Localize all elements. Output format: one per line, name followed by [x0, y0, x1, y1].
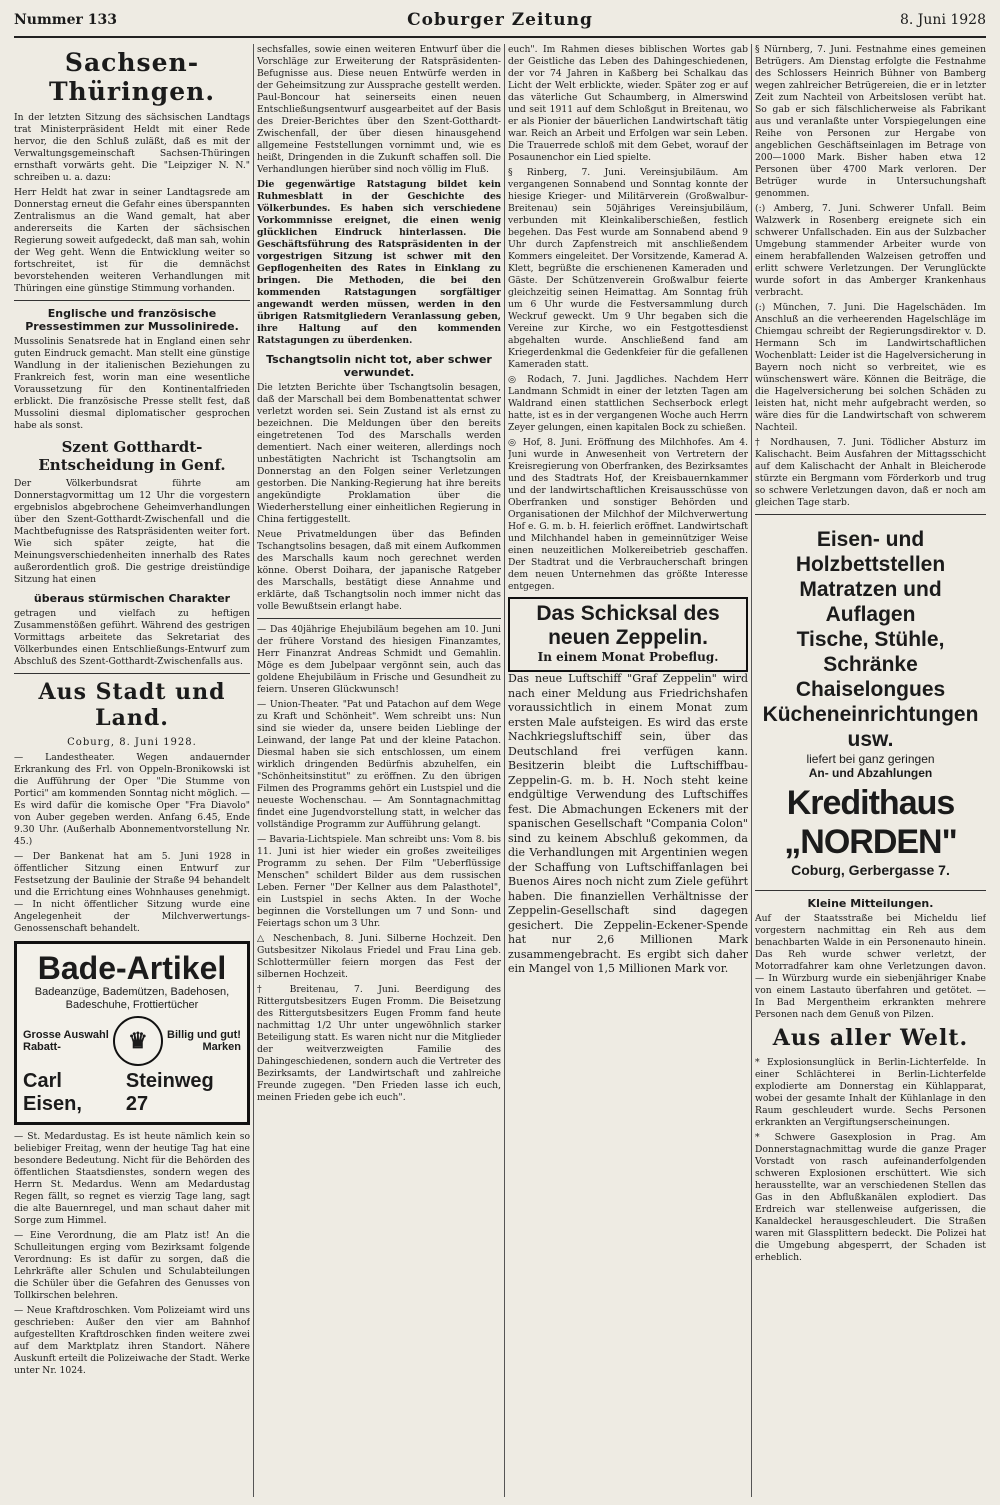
article-paragraph: † Breitenau, 7. Juni. Beerdigung des Rittergutsbesitzers Eugen Fromm. Die Beisetzung des Rittergutsbesitzers Eugen Fromm fand heute nachmittag 1/2 Uhr unter ungewöhnlich starker Beteiligung statt. Es waren nicht nur die Mitglieder der weitverzweigten Familie des Dahingeschiedenen, sondern auch die Vertreter des Bezirksamts, der Landwirtschaft und zahlreiche Freunde zugegen. "Den Frieden lasse ich euch, meinen Frieden gebe ich euch". — [257, 984, 501, 1103]
section-title-kleine-mitteilungen: Kleine Mitteilungen. — [807, 897, 934, 910]
ad-address: Coburg, Gerbergasse 7. — [791, 862, 950, 878]
headline-tschangtsolin: Tschangtsolin nicht tot, aber schwer verwundet. — [266, 353, 492, 379]
article-paragraph: ◎ Hof, 8. Juni. Eröffnung des Milchhofes. Am 4. Juni wurde in Anwesenheit von Vertretern der Kreisregierung von Oberfranken, des Bezirksamtes und des Stadtrats Hof, der Kreisbauernkammer und der landwirtschaftlichen Kreisausschüsse von Oberfranken und sonstiger Behörden und Organisationen der Milchhof der Milchverwertung Hof e. G. m. b. H. feierlich eröffnet. Landwirtschaft und Milchhandel haben in gemeinnütziger Weise einen neuzeitlichen Molkereibetrieb geschaffen. Der Stadtrat und die Verbraucherschaft bringen dem neuen Unternehmen das größte Interesse entgegen. — [508, 437, 748, 592]
article-paragraph: † Nordhausen, 7. Juni. Tödlicher Absturz im Kalischacht. Beim Ausfahren der Mittagsschicht auf dem Kalischacht der Anhalt in Bleicherode stürzte ein Bergmann vom Förderkorb und trug so schwere Verletzungen davon, daß er noch am gleichen Tage starb. — [755, 437, 986, 508]
article-paragraph: Der Völkerbundsrat führte am Donnerstagvormittag um 12 Uhr die vorgestern ergebnislos abgebrochene Geheimverhandlungen über den Szent-Gotthardt-Zwischenfall und die Machtbefugnisse des Ratspräsidenten weiter fort. Wie sich später zeigte, hat die Meinungsverschiedenheiten innerhalb des Rates außerordentlich groß. Die gestrige dreistündige Sitzung hat einen — [14, 478, 250, 585]
headline-gotthardt: Szent Gotthardt-Entscheidung in Genf. — [38, 438, 226, 474]
article-paragraph: — Bavaria-Lichtspiele. Man schreibt uns: Vom 8. bis 11. Juni ist hier wieder ein großes zweiteiliges Programm zu sehen. Der Film "Ueberflüssige Menschen" schildert Bilder aus dem russischen Leben. Ferner "Der Kellner aus dem Palasthotel", ein Lustspiel in sechs Akten. In der Woche beginnen die Vorstellungen um 7 und Sonn- und Feiertags schon um 3 Uhr. — [257, 834, 501, 929]
ad-title: Bade-Artikel — [37, 950, 227, 986]
newspaper-title: Coburger Zeitung — [407, 10, 593, 30]
issue-number: Nummer 133 — [14, 12, 117, 28]
article-paragraph: — Das 40jährige Ehejubiläum begehen am 10. Juni der frühere Vorstand des hiesigen Finanzamtes, Herr Finanzrat Andreas Schmidt und Gemahlin. Möge es dem Jubelpaar vergönnt sein, auch das goldene Ehejubiläum in Frische und Gesundheit zu feiern. Unseren Glückwunsch! — [257, 624, 501, 695]
article-paragraph: § Rinberg, 7. Juni. Vereinsjubiläum. Am vergangenen Sonnabend und Sonntag konnte der hiesige Krieger- und Militärverein (Großwalbur-Breitenau) sein 50jähriges Vereinsjubiläum, verbunden mit Kleinkalibеrschießen, festlich begehen. Das Fest wurde am Sonnabend abend 9 Uhr durch Zapfenstreich mit anschließendem Kommers eingeleitet. Der Vorsitzende, Kamerad A. Klett, begrüßte die erschienenen Kameraden und Gäste. Der Schützenverein Großwalbur feierte gleichzeitig seinen Heimattag. Am Sonntag früh um 6 Uhr wurde die Festversammlung durch Weckruf geweckt. Um 9 Uhr begaben sich die Vereine zur Kirche, wo ein Festgottesdienst abgehalten wurde. Anschließend fand am Kriegerdenkmal die Gedenkfeier für die gefallenen Kameraden statt. — [508, 167, 748, 370]
article-paragraph: — Neue Kraftdroschken. Vom Polizeiamt wird uns geschrieben: Außer den vier am Bahnhof aufgestellten Kraftdroschken finden weitere zwei auf dem Marktplatz ihren Standort. Nähere Auskunft erteilt die Polizeiwache der Stadt. Werke unter Nr. 1024. — [14, 1305, 250, 1376]
ad-brand: Kredithaus „NORDEN" — [784, 784, 957, 861]
shop-emblem-icon: ♛ — [113, 1016, 163, 1066]
article-paragraph: Mussolinis Senatsrede hat in England einen sehr guten Eindruck gemacht. Man stellt eine günstige Wandlung in der italienischen Beziehungen zu Frankreich fest, worin man eine wesentliche Voraussetzung für den Kontinentalfrieden erblickt. Die französische Presse stellt fest, daß Mussolini diesmal diplomatischer gesprochen habe als sonst. — [14, 336, 250, 431]
article-paragraph: § Nürnberg, 7. Juni. Festnahme eines gemeinen Betrügers. Am Dienstag erfolgte die Festnahme des Schlossers Heinrich Bühner von Bamberg wegen zahlreicher Betrügereien, die er in letzter Zeit zum Nachteil von Arbeitslosen verübt hat. So gab er sich fälschlicherweise als Fabrikant aus und veranlaßte unter Vorspiegelungen eine Reihe von Personen zur Hergabe von angeblichen Geschäftseinlagen im Betrage von 200—1000 Mark. Bisher haben etwa 12 Personen über 4700 Mark verloren. Der Betrüger wurde in Untersuchungshaft genommen. — [755, 44, 986, 199]
ad-line: liefert bei ganz geringen — [806, 752, 935, 766]
ad-line: Matratzen und Auflagen — [799, 578, 942, 626]
column-2 — [257, 44, 501, 1497]
article-paragraph: (:) München, 7. Juni. Die Hagelschäden. Im Anschluß an die verheerenden Hagelschläge im Chiemgau schreibt der Regierungsdirektor v. D. Hermann Sch im Landwirtschaftlichen Wochenblatt: Leider ist die Hagelversicherung in Bayern noch nicht so verbreitet, wie es wünschenswert wäre. Können die Beiträge, die die Hagelversicherung bei solchen Schäden zu leisten hat, nicht mehr aufgebracht werden, so wäre dies für die Landwirtschaft von schwerem Nachteil. — [755, 302, 986, 433]
subheadline: überaus stürmischen Charakter — [33, 592, 231, 605]
article-paragraph: In der letzten Sitzung des sächsischen Landtags trat Ministerpräsident Heldt mit einer Rede hervor, die den Schluß zuläßt, daß es mit der Verwaltungsgemeinschaft Sachsen-Thüringen ernsthaft vorwärts geht. Die "Leipziger N. N." schreiben u. a. dazu: — [14, 112, 250, 183]
ad-text: Billig und gut! — [167, 1029, 241, 1041]
ad-line: Chaiselongues — [795, 678, 946, 701]
divider — [755, 514, 986, 515]
advertisement-bade-artikel — [14, 941, 250, 1125]
issue-date: 8. Juni 1928 — [899, 12, 986, 28]
column-rule — [504, 44, 505, 1497]
article-paragraph: * Schwere Gasexplosion in Prag. Am Donnerstagnachmittag wurde die ganze Prager Vorstadt von rasch aufeinanderfolgenden schweren Explosionen erschüttert. Wie sich herausstellte, war an verschiedenen Stellen das Gas in den Abflußkanälen explodiert. Das Erdreich war stellenweise aufgerissen, die Kanaldeckel herausgeschleudert. Die Straßen waren mit Glassplittern bedeckt. Die Polizei hat die Umgebung abgesperrt, der Schaden ist erheblich. — [755, 1132, 986, 1263]
article-paragraph: sechsfalles, sowie einen weiteren Entwurf über die Vorschläge zur Erweiterung der Ratspräsidenten-Befugnisse aus. Diese neuen Entwürfe werden in der Geheimsitzung zur Aussprache gestellt werden. Paul-Boncour hat seinerseits einen neuen Entschließungsentwurf ausgearbeitet auf der Basis des Dreier-Berichtes über den Szent-Gotthardt-Zwischenfall, der über diesen hinausgehend allgemeine Feststellungen vornimmt und, wie es heißt, Dringenden in die Zukunft schaffen soll. Die Verhandlungen hierüber sind noch völlig im Fluß. — [257, 44, 501, 175]
article-paragraph: △ Neschenbach, 8. Juni. Silberne Hochzeit. Den Gutsbesitzer Nikolaus Friedel und Frau Lina geb. Schlottermüller feiern morgen das Fest der silbernen Hochzeit. — [257, 933, 501, 980]
article-paragraph: getragen und vielfach zu heftigen Zusammenstößen geführt. Während des gestrigen Vormittags arbeitete das Sekretariat des Völkerbundes einen Entschließungs-Entwurf zum Abschluß des Szent-Gotthardt-Zwischenfalls aus. — [14, 608, 250, 667]
article-paragraph: Die gegenwärtige Ratstagung bildet kein Ruhmesblatt in der Geschichte des Völkerbundes. Es haben sich verschiedene Vorkommnisse ereignet, die einen wenig glücklichen Eindruck hinterlassen. Die Geschäftsführung des Ratspräsidenten in der vorgestrigen Sitzung ist schwer mit den Gepflogenheiten des Rates in Einklang zu bringen. Die Methoden, die bei den kommenden Ratstagungen sorgfältiger angewandt werden müssen, werden in den übrigen Ratsmitgliedern Veranlassung geben, ihre Haltung auf den kommenden Ratstagungen zu überdenken. — [257, 179, 501, 346]
ad-shop-address: Steinweg 27 — [125, 1070, 214, 1115]
divider — [14, 673, 250, 674]
article-paragraph: ◎ Rodach, 7. Juni. Jagdliches. Nachdem Herr Landmann Schmidt in einer der letzten Tagen am Waldrand einen stattlichen Sechserbock erlegt hatte, ist es in der vergangenen Woche auch Herrn Zeyer gelungen, einen kapitalen Bock zu schießen. — [508, 374, 748, 433]
divider — [14, 300, 250, 301]
ad-row — [23, 1070, 241, 1116]
ad-line: Eisen- und Holzbettstellen — [795, 528, 946, 576]
headline-pressestimmen: Englische und französische Pressestimmen zur Mussolinirede. — [25, 307, 239, 333]
column-rule — [253, 44, 254, 1497]
headline-sachsen-thueringen: Sachsen-Thüringen. — [48, 48, 216, 106]
article-paragraph: (:) Amberg, 7. Juni. Schwerer Unfall. Beim Walzwerk in Rosenberg ereignete sich ein schwerer Unfallschaden. Ein aus der Sulzbacher Umgebung stammender Arbeiter wurde von einem herabfallenden Walzeisen getroffen und erlitt schwere Verletzungen. Der Verunglückte wurde sofort in das Amberger Krankenhaus verbracht. — [755, 203, 986, 298]
article-paragraph: * Explosionsunglück in Berlin-Lichterfelde. In einer Schlächterei in Berlin-Lichterfelde explodierte am Donnerstag ein Kühlapparat, wobei der gesamte Inhalt der Kühlanlage in den Raum geschleudert wurde. Sechs Personen erkrankten an Vergiftungserscheinungen. — [755, 1057, 986, 1128]
column-rule — [751, 44, 752, 1497]
article-paragraph: Herr Heldt hat zwar in seiner Landtagsrede am Donnerstag erneut die Gefahr eines überspannten Zentralismus an die Wand gemalt, hat aber andererseits die Karten der sächsischen Regierung soweit aufgedeckt, daß man sah, wohin der Weg geht. Wenn die Entwicklung weiter so fortschreitet, ist für die demnächst bevorstehenden weiteren Verhandlungen mit Thüringen eine günstige Stimmung vorhanden. — [14, 187, 250, 294]
ad-shop-name: Carl Eisen, — [23, 1070, 82, 1115]
column-4 — [755, 44, 986, 1497]
subheadline: In einem Monat Probeflug. — [537, 650, 719, 664]
divider — [257, 618, 501, 619]
section-title-stadt-land: Aus Stadt und Land. — [38, 679, 226, 731]
article-paragraph: euch". Im Rahmen dieses biblischen Wortes gab der Geistliche das Leben des Dahingeschiedenen, der vor 74 Jahren in Kaßberg bei Schalkau das Licht der Welt erblickte, wieder. Später zog er auf das väterliche Gut Schaumberg, in Almerswind und seit 1911 auf dem Schloßgut in Breitenau, wo er als Pionier der bäuerlichen Landwirtschaft tätig war. Reich an Arbeit und Erfolgen war sein Leben. Die Trauerrede schloß mit dem Gebet, worauf der Posaunenchor ein Lied spielte. — [508, 44, 748, 163]
dateline: Coburg, 8. Juni 1928. — [67, 737, 197, 748]
ad-text: Grosse Auswahl — [23, 1029, 109, 1041]
headline-zeppelin: Das Schicksal des neuen Zeppelin. — [536, 602, 720, 649]
ad-line: Badeschuhe, Frottiertücher — [65, 999, 199, 1011]
column-3 — [508, 44, 748, 1497]
advertisement-kredithaus-norden — [755, 521, 986, 884]
ad-line: Badeanzüge, Bademützen, Badehosen, — [34, 986, 230, 998]
section-title-aus-aller-welt: Aus aller Welt. — [772, 1025, 969, 1051]
article-paragraph: — Eine Verordnung, die am Platz ist! An die Schulleitungen erging vom Bezirksamt folgende Verordnung: Es ist dafür zu sorgen, daß die Lehrkräfte aller Schulen und Schulabteilungen die Schüler über die Gefahren des Genusses von Tollkirschen belehren. — [14, 1230, 250, 1301]
ad-text: Rabatt- — [23, 1041, 61, 1053]
article-paragraph: Auf der Staatsstraße bei Micheldu lief vorgestern nachmittag ein Reh aus dem benachbarten Walde in ein Personenauto hinein. Das Reh wurde schwer verletzt, der Motorradfahrer kam ohne Verletzungen davon. — In Würzburg wurde ein siebenjähriger Knabe von einem Lastauto überfahren und getötet. — In Bad Mergentheim erkrankten mehrere Personen nach dem Genuß von Pilzen. — [755, 913, 986, 1020]
ad-line: An- und Abzahlungen — [808, 766, 933, 780]
divider — [755, 890, 986, 891]
column-1 — [14, 44, 250, 1497]
article-paragraph: — Der Bankenat hat am 5. Juni 1928 in öffentlicher Sitzung einen Entwurf zur Festsetzung der Bauliniе der Straße 94 behandelt und die Errichtung eines Wohnhauses genehmigt. — In nicht öffentlicher Sitzung wurde eine Angelegenheit der Milchverwertungs-Genossenschaft behandelt. — [14, 851, 250, 934]
ad-line: Tische, Stühle, Schränke — [796, 628, 945, 676]
article-paragraph: Das neue Luftschiff "Graf Zeppelin" wird nach einer Meldung aus Friedrichshafen voraussichtlich in einem Monat zum ersten Male aufsteigen. Es wird das erste Nachkriegsluftschiff sein, über das Deutschland frei verfügen kann. Besitzerin bleibt die Luftschiffbau-Zeppelin-G. m. b. H. Noch steht keine endgültige Verwendung des Luftschiffes fest. Die Abmachungen Eckeners mit der spanischen Gesellschaft "Compania Colon" sind zu keinem Abschluß gekommen, da die Verhandlungen mit Argentinien wegen der Schaffung von Luftschiffanlagen bei Buenos Aires noch nicht zum Ziele geführt haben. Die finanziellen Verhältnisse der Zeppelin-Gesellschaft sind dagegen gesichert. Die Zeppelin-Eckener-Spende hat nur 2,6 Millionen Mark zusammengebracht. Es ergibt sich daher ein Mangel von 1,5 Millionen Mark vor. — [508, 672, 748, 975]
page-header — [14, 6, 986, 38]
ad-line: Kücheneinrichtungen usw. — [762, 703, 979, 751]
article-paragraph: — Union-Theater. "Pat und Patachon auf dem Wege zu Kraft und Schönheit". Wem schreibt uns: Nun sind sie wieder da, unsere beiden Lieblinge der Leinwand, der lange Pat und der kleine Patachon. Diesmal haben sie sich entschlossen, um einem wirklich dringenden Bedürfnis abzuhelfen, ein "Schönheitsinstitut" zu eröffnen. Zu den übrigen Filmen des Programms gehört ein Lustspiel und die neueste Wochenschau. — Am Sonntagnachmittag findet eine Jugendvorstellung statt, in welcher das vollständige Programm zur Aufführung gelangt. — [257, 699, 501, 830]
article-paragraph: Die letzten Berichte über Tschangtsolin besagen, daß der Marschall bei dem Bombenattentat schwer verletzt worden sei. Sein Zustand ist als ernst zu bezeichnen. Die Meldungen über den bereits eingetretenen Tod des Marschalls werden dementiert. Nach einer weiteren, allerdings noch unbestätigten Nachricht ist Tschangtsolin am Donnerstag an den Folgen seiner Verletzungen gestorben. Die Nanking-Regierung hat ihre bereits angekündigte Proklamation über die Wiederherstellung einer einheitlichen Regierung in China fertiggestellt. — [257, 382, 501, 525]
headline-box-zeppelin — [508, 597, 748, 672]
ad-text: Marken — [202, 1041, 241, 1053]
article-paragraph: Neue Privatmeldungen über das Befinden Tschangtsolins besagen, daß mit einem Aufkommen des Marschalls kaum noch gerechnet werden könne. Oberst Doihara, der japanische Ratgeber des Marschalls, bestätigt diese Annahme und erklärte, daß Tschangtsolin noch immer nicht das volle Bewußtsein erlangt habe. — [257, 529, 501, 612]
article-paragraph: — Landestheater. Wegen andauernder Erkrankung des Frl. von Oppeln-Bronikowski ist die Aufführung der Oper "Die Stumme von Portici" am kommenden Sonntag nicht möglich. — Es wird dafür die komische Oper "Fra Diavolo" von Auber gegeben werden. Anfang 6.45, Ende 9.30 Uhr. (Außerhalb Abonnementvorstellung Nr. 45.) — [14, 752, 250, 847]
article-paragraph: — St. Medardustag. Es ist heute nämlich kein so beliebiger Freitag, wenn der heutige Tag hat eine besondere Bedeutung. Nicht für die Behörden des öffentlichen Staatsdienstes, sondern wegen des Herrn St. Medardus. Wenn am Medardustag Regen fällt, so regnet es vierzig Tage lang, sagt die alte Bauernregel, und man schaut daher mit Sorge zum Himmel. — [14, 1131, 250, 1226]
ad-row — [23, 1016, 241, 1066]
